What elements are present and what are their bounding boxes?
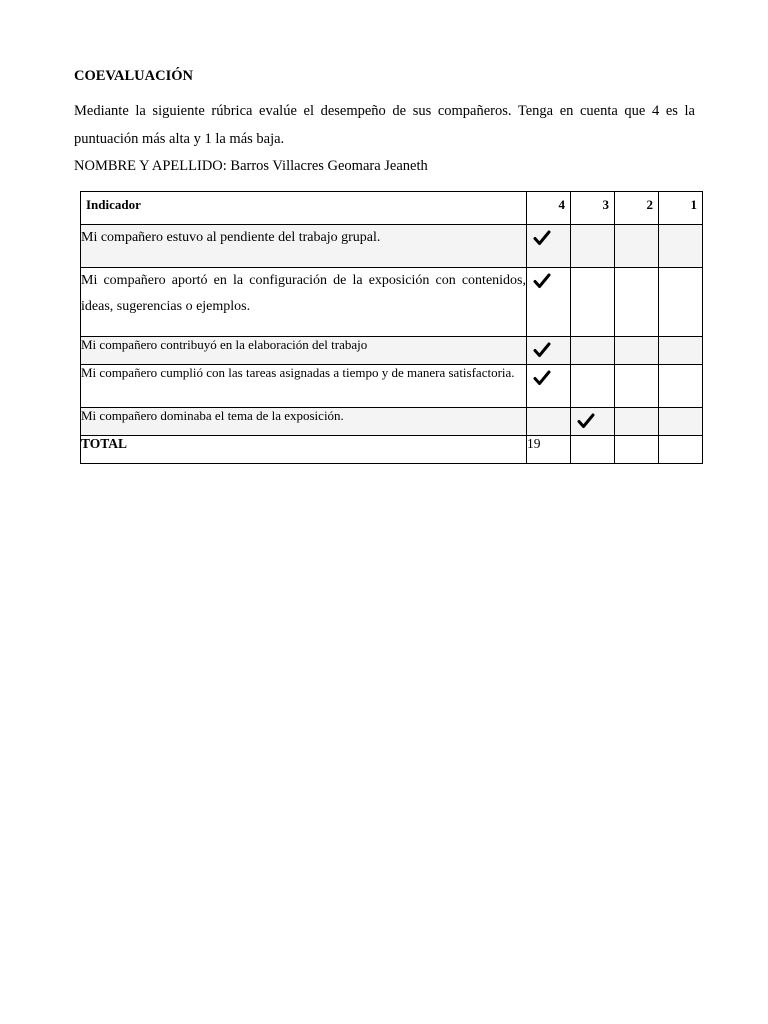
indicator-cell: Mi compañero contribuyó en la elaboración del trabajo: [81, 337, 527, 365]
table-row: [81, 268, 703, 337]
score-cell: [571, 225, 615, 268]
score-cell: [659, 408, 703, 436]
check-mark-icon: [533, 342, 551, 363]
score-cell: [527, 365, 571, 408]
score-cell: [615, 408, 659, 436]
rubric-table: [80, 191, 703, 464]
indicator-cell: Mi compañero cumplió con las tareas asignadas a tiempo y de manera satisfactoria.: [81, 365, 527, 408]
score-cell: [615, 225, 659, 268]
score-cell: [571, 365, 615, 408]
table-row: [81, 365, 703, 408]
table-row: [81, 225, 703, 268]
score-cell: [615, 337, 659, 365]
score-cell: [659, 337, 703, 365]
score-header-1: 1: [659, 192, 703, 225]
indicator-header: Indicador: [81, 192, 527, 225]
score-header-2: 2: [615, 192, 659, 225]
score-header-4: 4: [527, 192, 571, 225]
indicator-cell: Mi compañero estuvo al pendiente del trabajo grupal.: [81, 225, 527, 268]
table-header-row: [81, 192, 703, 225]
check-mark-icon: [533, 230, 551, 251]
indicator-cell: Mi compañero aportó en la configuración de la exposición con contenidos, ideas, sugerencias o ejemplos.: [81, 268, 527, 337]
document-title: COEVALUACIÓN: [74, 68, 193, 84]
score-cell: [571, 408, 615, 436]
score-cell: [527, 408, 571, 436]
score-cell: [659, 225, 703, 268]
score-header-3: 3: [571, 192, 615, 225]
score-cell: [527, 268, 571, 337]
score-cell: [659, 365, 703, 408]
table-row: [81, 408, 703, 436]
score-cell: [571, 337, 615, 365]
score-cell: [571, 436, 615, 464]
score-cell: [615, 365, 659, 408]
total-row: [81, 436, 703, 464]
score-cell: [615, 436, 659, 464]
score-cell: [571, 268, 615, 337]
table-row: [81, 337, 703, 365]
score-cell: [527, 337, 571, 365]
total-label: TOTAL: [81, 436, 527, 464]
check-mark-icon: [577, 413, 595, 434]
indicator-cell: Mi compañero dominaba el tema de la exposición.: [81, 408, 527, 436]
student-name-line: NOMBRE Y APELLIDO: Barros Villacres Geomara Jeaneth: [74, 158, 428, 174]
check-mark-icon: [533, 370, 551, 391]
score-cell: [615, 268, 659, 337]
check-mark-icon: [533, 273, 551, 294]
total-value: 19: [527, 436, 571, 464]
score-cell: [659, 436, 703, 464]
score-cell: [659, 268, 703, 337]
instructions-paragraph: Mediante la siguiente rúbrica evalúe el desempeño de sus compañeros. Tenga en cuenta que 4 es la puntuación más alta y 1 la más baja.: [74, 103, 695, 147]
score-cell: [527, 225, 571, 268]
